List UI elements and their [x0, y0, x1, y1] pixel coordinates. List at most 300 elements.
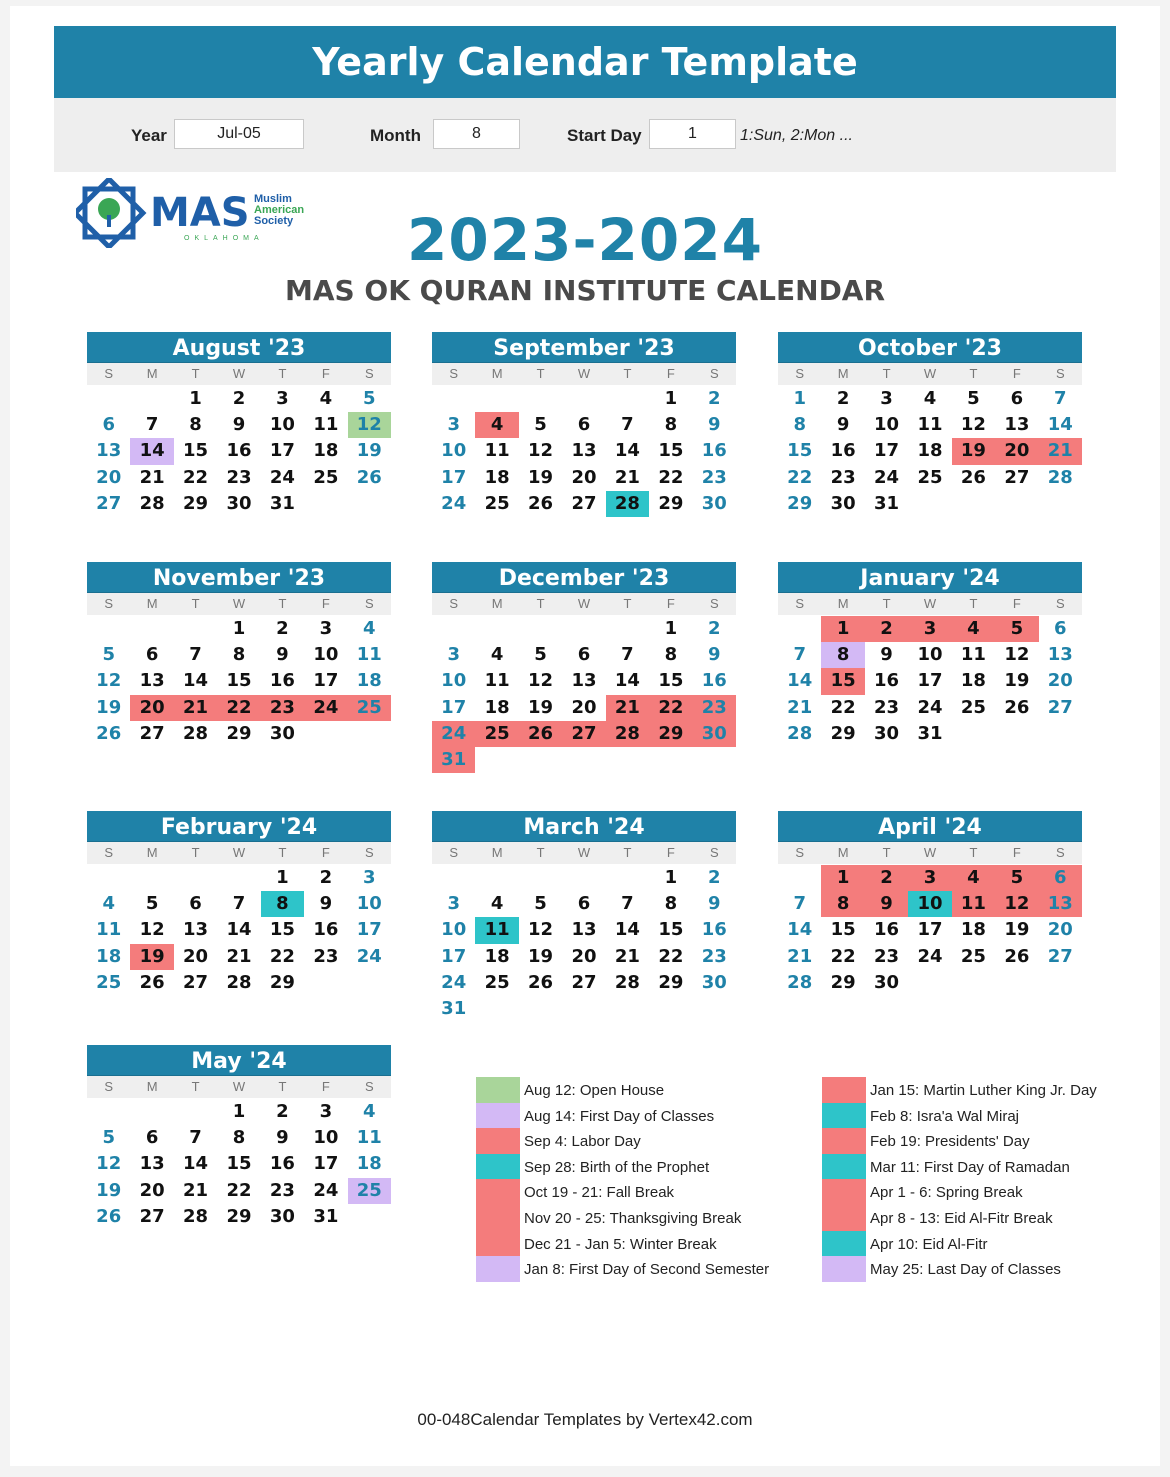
weekday-header: F: [1012, 845, 1021, 860]
weekday-header: W: [232, 366, 246, 381]
day-cell: 11: [917, 414, 943, 436]
day-cell: 15: [183, 440, 209, 462]
day-cell: 10: [441, 919, 467, 941]
day-cell: 14: [787, 919, 813, 941]
day-cell: 1: [232, 618, 246, 639]
day-cell: 11: [475, 917, 518, 943]
day-cell: 3: [908, 616, 951, 642]
weekday-header: T: [191, 1079, 200, 1094]
weekday-header: T: [191, 845, 200, 860]
day-cell: 7: [189, 1127, 202, 1149]
weekday-header: S: [104, 596, 114, 611]
month-calendar: [778, 562, 1082, 747]
day-cell: 22: [787, 466, 813, 488]
day-cell: 2: [319, 867, 333, 888]
day-cell: 19: [1004, 670, 1030, 692]
day-cell: 4: [319, 388, 333, 409]
day-cell: 29: [226, 722, 252, 744]
weekday-header: S: [1055, 596, 1065, 611]
day-cell: 5: [534, 644, 547, 666]
day-cell: 13: [139, 1153, 165, 1175]
day-cell: 4: [952, 616, 995, 642]
day-cell: 24: [874, 466, 900, 488]
empty-day-cell: [606, 865, 649, 891]
day-cell: 16: [701, 440, 727, 462]
day-cell: 20: [139, 1179, 165, 1201]
day-cell: 26: [96, 1205, 122, 1227]
day-cell: 30: [269, 722, 295, 744]
day-cell: 24: [441, 492, 467, 514]
day-grid: [87, 1099, 391, 1230]
empty-day-cell: [432, 386, 475, 412]
day-cell: 8: [793, 414, 806, 436]
day-cell: 2: [708, 618, 721, 639]
day-cell: 19: [1004, 919, 1030, 941]
weekday-header: T: [623, 845, 632, 860]
day-cell: 17: [441, 466, 467, 488]
weekday-header: S: [709, 845, 719, 860]
day-cell: 1: [664, 618, 678, 639]
weekday-header: W: [577, 366, 591, 381]
weekday-header: F: [321, 1079, 330, 1094]
empty-day-cell: [87, 616, 130, 642]
day-cell: 13: [1047, 644, 1073, 666]
weekday-header: T: [969, 366, 978, 381]
day-cell: 29: [183, 492, 209, 514]
legend-text: Feb 8: Isra'a Wal Miraj: [870, 1107, 1020, 1125]
empty-day-cell: [87, 1099, 130, 1125]
day-cell: 28: [787, 722, 813, 744]
day-cell: 26: [1004, 696, 1030, 718]
day-cell: 5: [995, 865, 1038, 891]
day-cell: 10: [313, 644, 339, 666]
weekday-header: T: [536, 366, 545, 381]
day-cell: 27: [139, 722, 165, 744]
day-cell: 12: [139, 919, 165, 941]
weekday-header-row: [778, 842, 1082, 864]
day-cell: 5: [102, 1127, 115, 1149]
day-cell: 15: [787, 440, 813, 462]
weekday-header: T: [278, 366, 287, 381]
day-cell: 12: [995, 891, 1038, 917]
day-grid: [778, 865, 1082, 996]
day-cell: 9: [865, 891, 908, 917]
day-grid: [432, 865, 736, 1022]
empty-day-cell: [778, 865, 821, 891]
settings-bar: [54, 98, 1116, 172]
legend-swatch: [822, 1077, 866, 1103]
day-cell: 14: [130, 438, 173, 464]
day-cell: 4: [475, 412, 518, 438]
day-cell: 22: [269, 945, 295, 967]
day-cell: 21: [787, 696, 813, 718]
day-cell: 27: [139, 1205, 165, 1227]
day-cell: 10: [441, 670, 467, 692]
day-cell: 24: [917, 945, 943, 967]
empty-day-cell: [475, 865, 518, 891]
weekday-header: F: [666, 596, 675, 611]
day-cell: 27: [571, 492, 597, 514]
legend-swatch: [476, 1128, 520, 1154]
day-cell: 3: [908, 865, 951, 891]
empty-day-cell: [130, 616, 173, 642]
day-cell: 5: [145, 893, 159, 915]
weekday-header: M: [146, 596, 158, 611]
day-cell: 17: [874, 440, 900, 462]
day-cell: 8: [261, 891, 304, 917]
legend-text: Apr 10: Eid Al-Fitr: [870, 1235, 988, 1253]
day-cell: 31: [432, 747, 475, 773]
day-cell: 5: [534, 414, 547, 436]
day-cell: 16: [874, 919, 900, 941]
day-cell: 30: [269, 1205, 295, 1227]
legend-swatch: [822, 1205, 866, 1231]
weekday-header: M: [146, 366, 158, 381]
month-calendar: [87, 1045, 391, 1230]
weekday-header: S: [449, 366, 459, 381]
day-cell: 8: [664, 893, 678, 915]
day-cell: 6: [577, 414, 591, 436]
day-cell: 18: [484, 696, 510, 718]
day-cell: 30: [226, 492, 252, 514]
day-cell: 15: [269, 919, 295, 941]
day-cell: 29: [658, 492, 684, 514]
day-cell: 28: [183, 722, 209, 744]
day-cell: 24: [304, 695, 347, 721]
day-cell: 22: [226, 1179, 252, 1201]
legend-text: Sep 4: Labor Day: [524, 1133, 641, 1151]
day-cell: 18: [917, 440, 943, 462]
day-cell: 12: [528, 670, 554, 692]
day-cell: 4: [952, 865, 995, 891]
day-cell: 1: [189, 388, 202, 409]
weekday-header: W: [232, 1079, 246, 1094]
day-cell: 5: [995, 616, 1038, 642]
day-grid: [432, 616, 736, 773]
month-calendar: [87, 332, 391, 517]
start-day-input[interactable]: 1: [649, 119, 736, 149]
day-cell: 18: [313, 440, 339, 462]
day-cell: 27: [1004, 466, 1030, 488]
day-cell: 17: [917, 670, 943, 692]
legend-item: [822, 1128, 1142, 1154]
month-calendar: [432, 811, 736, 1022]
day-cell: 19: [130, 944, 173, 970]
day-cell: 21: [787, 945, 813, 967]
day-cell: 21: [606, 695, 649, 721]
day-cell: 2: [708, 867, 721, 888]
day-cell: 19: [528, 466, 554, 488]
weekday-header: F: [1012, 596, 1021, 611]
day-cell: 8: [821, 891, 864, 917]
empty-day-cell: [562, 865, 605, 891]
weekday-header-row: [87, 1076, 391, 1098]
day-cell: 3: [447, 893, 460, 915]
day-cell: 20: [96, 466, 122, 488]
day-cell: 22: [658, 945, 684, 967]
weekday-header: S: [1055, 366, 1065, 381]
day-cell: 11: [313, 414, 339, 436]
legend-item: [822, 1256, 1142, 1282]
legend-text: Apr 1 - 6: Spring Break: [870, 1184, 1023, 1202]
day-cell: 12: [348, 412, 391, 438]
day-cell: 20: [995, 438, 1038, 464]
day-cell: 25: [960, 945, 986, 967]
day-grid: [87, 386, 391, 517]
legend-swatch: [822, 1256, 866, 1282]
day-cell: 23: [313, 945, 339, 967]
month-calendar: [432, 332, 736, 517]
weekday-header: M: [491, 596, 503, 611]
day-cell: 13: [96, 440, 122, 462]
day-cell: 29: [226, 1205, 252, 1227]
day-cell: 7: [621, 414, 634, 436]
legend-item: [822, 1077, 1142, 1103]
empty-day-cell: [519, 865, 562, 891]
day-cell: 16: [313, 919, 339, 941]
day-cell: 18: [960, 670, 986, 692]
day-cell: 9: [319, 893, 333, 915]
day-cell: 25: [917, 466, 943, 488]
day-cell: 17: [313, 1153, 339, 1175]
day-cell: 28: [606, 491, 649, 517]
day-cell: 27: [1047, 696, 1073, 718]
day-cell: 12: [1004, 644, 1030, 666]
day-cell: 30: [693, 721, 736, 747]
day-cell: 9: [708, 414, 721, 436]
day-cell: 29: [658, 971, 684, 993]
day-cell: 31: [313, 1205, 339, 1227]
day-cell: 19: [952, 438, 995, 464]
day-cell: 22: [217, 695, 260, 721]
day-cell: 10: [917, 644, 943, 666]
weekday-header-row: [87, 363, 391, 385]
day-cell: 30: [830, 492, 856, 514]
day-cell: 23: [874, 945, 900, 967]
day-cell: 21: [1039, 438, 1082, 464]
day-cell: 1: [664, 867, 678, 888]
day-cell: 5: [534, 893, 547, 915]
day-cell: 4: [363, 618, 376, 639]
day-cell: 19: [528, 945, 554, 967]
day-cell: 3: [880, 388, 893, 409]
day-cell: 5: [363, 388, 376, 409]
weekday-header-row: [778, 593, 1082, 615]
day-cell: 2: [836, 388, 850, 409]
empty-day-cell: [562, 386, 605, 412]
day-cell: 28: [183, 1205, 209, 1227]
day-cell: 29: [269, 971, 295, 993]
day-cell: 3: [447, 644, 460, 666]
day-cell: 4: [490, 893, 504, 915]
day-cell: 30: [701, 971, 727, 993]
day-cell: 18: [356, 1153, 382, 1175]
weekday-header: W: [232, 845, 246, 860]
legend-item: [476, 1103, 796, 1129]
day-cell: 15: [658, 670, 684, 692]
month-input[interactable]: 8: [433, 119, 520, 149]
legend-text: Apr 8 - 13: Eid Al-Fitr Break: [870, 1209, 1053, 1227]
weekday-header: M: [146, 1079, 158, 1094]
legend-text: Aug 14: First Day of Classes: [524, 1107, 715, 1125]
legend-item: [476, 1128, 796, 1154]
day-cell: 28: [226, 971, 252, 993]
weekday-header: S: [364, 596, 374, 611]
day-cell: 11: [356, 644, 382, 666]
day-cell: 30: [701, 492, 727, 514]
svg-text:Muslim: Muslim: [254, 193, 292, 205]
day-cell: 4: [363, 1101, 376, 1122]
day-cell: 25: [475, 721, 518, 747]
legend-text: Jan 8: First Day of Second Semester: [524, 1261, 770, 1279]
empty-day-cell: [519, 386, 562, 412]
empty-day-cell: [130, 1099, 173, 1125]
day-cell: 14: [614, 440, 640, 462]
weekday-header: S: [449, 596, 459, 611]
weekday-header: W: [923, 366, 937, 381]
day-cell: 23: [701, 945, 727, 967]
legend-swatch: [822, 1103, 866, 1129]
day-cell: 28: [787, 971, 813, 993]
weekday-header: T: [278, 596, 287, 611]
empty-day-cell: [432, 616, 475, 642]
day-cell: 7: [621, 644, 634, 666]
empty-day-cell: [606, 616, 649, 642]
day-cell: 18: [484, 945, 510, 967]
day-cell: 18: [356, 670, 382, 692]
day-cell: 7: [793, 644, 806, 666]
day-cell: 20: [571, 696, 597, 718]
day-cell: 14: [614, 919, 640, 941]
day-cell: 2: [708, 388, 721, 409]
day-cell: 30: [874, 971, 900, 993]
day-cell: 13: [571, 440, 597, 462]
month-title: February '24: [87, 811, 391, 842]
day-grid: [778, 386, 1082, 517]
day-cell: 6: [1054, 618, 1067, 639]
weekday-header: W: [232, 596, 246, 611]
legend-swatch: [822, 1179, 866, 1205]
day-cell: 2: [865, 865, 908, 891]
day-cell: 2: [276, 618, 289, 639]
weekday-header: S: [449, 845, 459, 860]
legend-swatch: [476, 1205, 520, 1231]
start-day-label: Start Day: [567, 126, 642, 145]
day-cell: 11: [484, 440, 510, 462]
day-cell: 26: [356, 466, 382, 488]
day-grid: [87, 865, 391, 996]
legend-text: Dec 21 - Jan 5: Winter Break: [524, 1235, 717, 1253]
empty-day-cell: [606, 386, 649, 412]
day-cell: 10: [356, 893, 382, 915]
day-cell: 24: [432, 721, 475, 747]
day-cell: 24: [269, 466, 295, 488]
day-cell: 28: [139, 492, 165, 514]
day-cell: 17: [441, 945, 467, 967]
day-cell: 16: [269, 670, 295, 692]
weekday-header-row: [87, 593, 391, 615]
day-cell: 12: [96, 1153, 122, 1175]
weekday-header: T: [882, 366, 891, 381]
month-title: August '23: [87, 332, 391, 363]
weekday-header: T: [191, 366, 200, 381]
day-cell: 27: [96, 492, 122, 514]
day-cell: 29: [787, 492, 813, 514]
day-cell: 28: [614, 971, 640, 993]
weekday-header: W: [577, 596, 591, 611]
day-cell: 26: [519, 721, 562, 747]
legend-swatch: [476, 1231, 520, 1257]
day-cell: 10: [908, 891, 951, 917]
weekday-header: S: [709, 366, 719, 381]
calendar-page: [10, 6, 1160, 1466]
day-grid: [432, 386, 736, 517]
day-cell: 3: [319, 1101, 333, 1122]
day-cell: 2: [865, 616, 908, 642]
legend-swatch: [822, 1231, 866, 1257]
day-cell: 10: [313, 1127, 339, 1149]
day-cell: 20: [130, 695, 173, 721]
empty-day-cell: [130, 865, 173, 891]
day-cell: 25: [96, 971, 122, 993]
svg-text:Society: Society: [254, 215, 294, 227]
legend-swatch: [476, 1256, 520, 1282]
legend-item: [822, 1231, 1142, 1257]
day-cell: 4: [490, 644, 504, 666]
day-cell: 21: [183, 1179, 209, 1201]
day-cell: 14: [614, 670, 640, 692]
weekday-header: F: [321, 845, 330, 860]
day-cell: 28: [606, 721, 649, 747]
weekday-header-row: [432, 593, 736, 615]
day-cell: 21: [174, 695, 217, 721]
day-cell: 17: [356, 919, 382, 941]
weekday-header: T: [623, 366, 632, 381]
day-cell: 12: [528, 440, 554, 462]
day-cell: 11: [960, 644, 986, 666]
weekday-header: S: [364, 366, 374, 381]
month-title: December '23: [432, 562, 736, 593]
day-cell: 1: [664, 388, 678, 409]
legend-text: Aug 12: Open House: [524, 1082, 665, 1099]
day-cell: 8: [232, 1127, 246, 1149]
empty-day-cell: [87, 386, 130, 412]
day-cell: 1: [821, 616, 864, 642]
weekday-header: T: [969, 845, 978, 860]
day-cell: 3: [319, 618, 333, 639]
empty-day-cell: [475, 616, 518, 642]
day-cell: 2: [232, 388, 246, 409]
day-cell: 9: [708, 893, 721, 915]
day-cell: 6: [145, 644, 159, 666]
day-cell: 22: [830, 696, 856, 718]
empty-day-cell: [778, 616, 821, 642]
day-cell: 31: [874, 492, 900, 514]
day-cell: 21: [139, 466, 165, 488]
day-cell: 23: [226, 466, 252, 488]
weekday-header: M: [837, 366, 849, 381]
day-cell: 7: [145, 414, 159, 436]
day-cell: 21: [614, 945, 640, 967]
day-cell: 1: [232, 1101, 246, 1122]
day-cell: 14: [1047, 414, 1073, 436]
legend-item: [822, 1103, 1142, 1129]
legend-item: [476, 1154, 796, 1180]
day-cell: 3: [363, 867, 376, 888]
year-input[interactable]: Jul-05: [174, 119, 304, 149]
weekday-header: S: [364, 1079, 374, 1094]
weekday-header: S: [364, 845, 374, 860]
